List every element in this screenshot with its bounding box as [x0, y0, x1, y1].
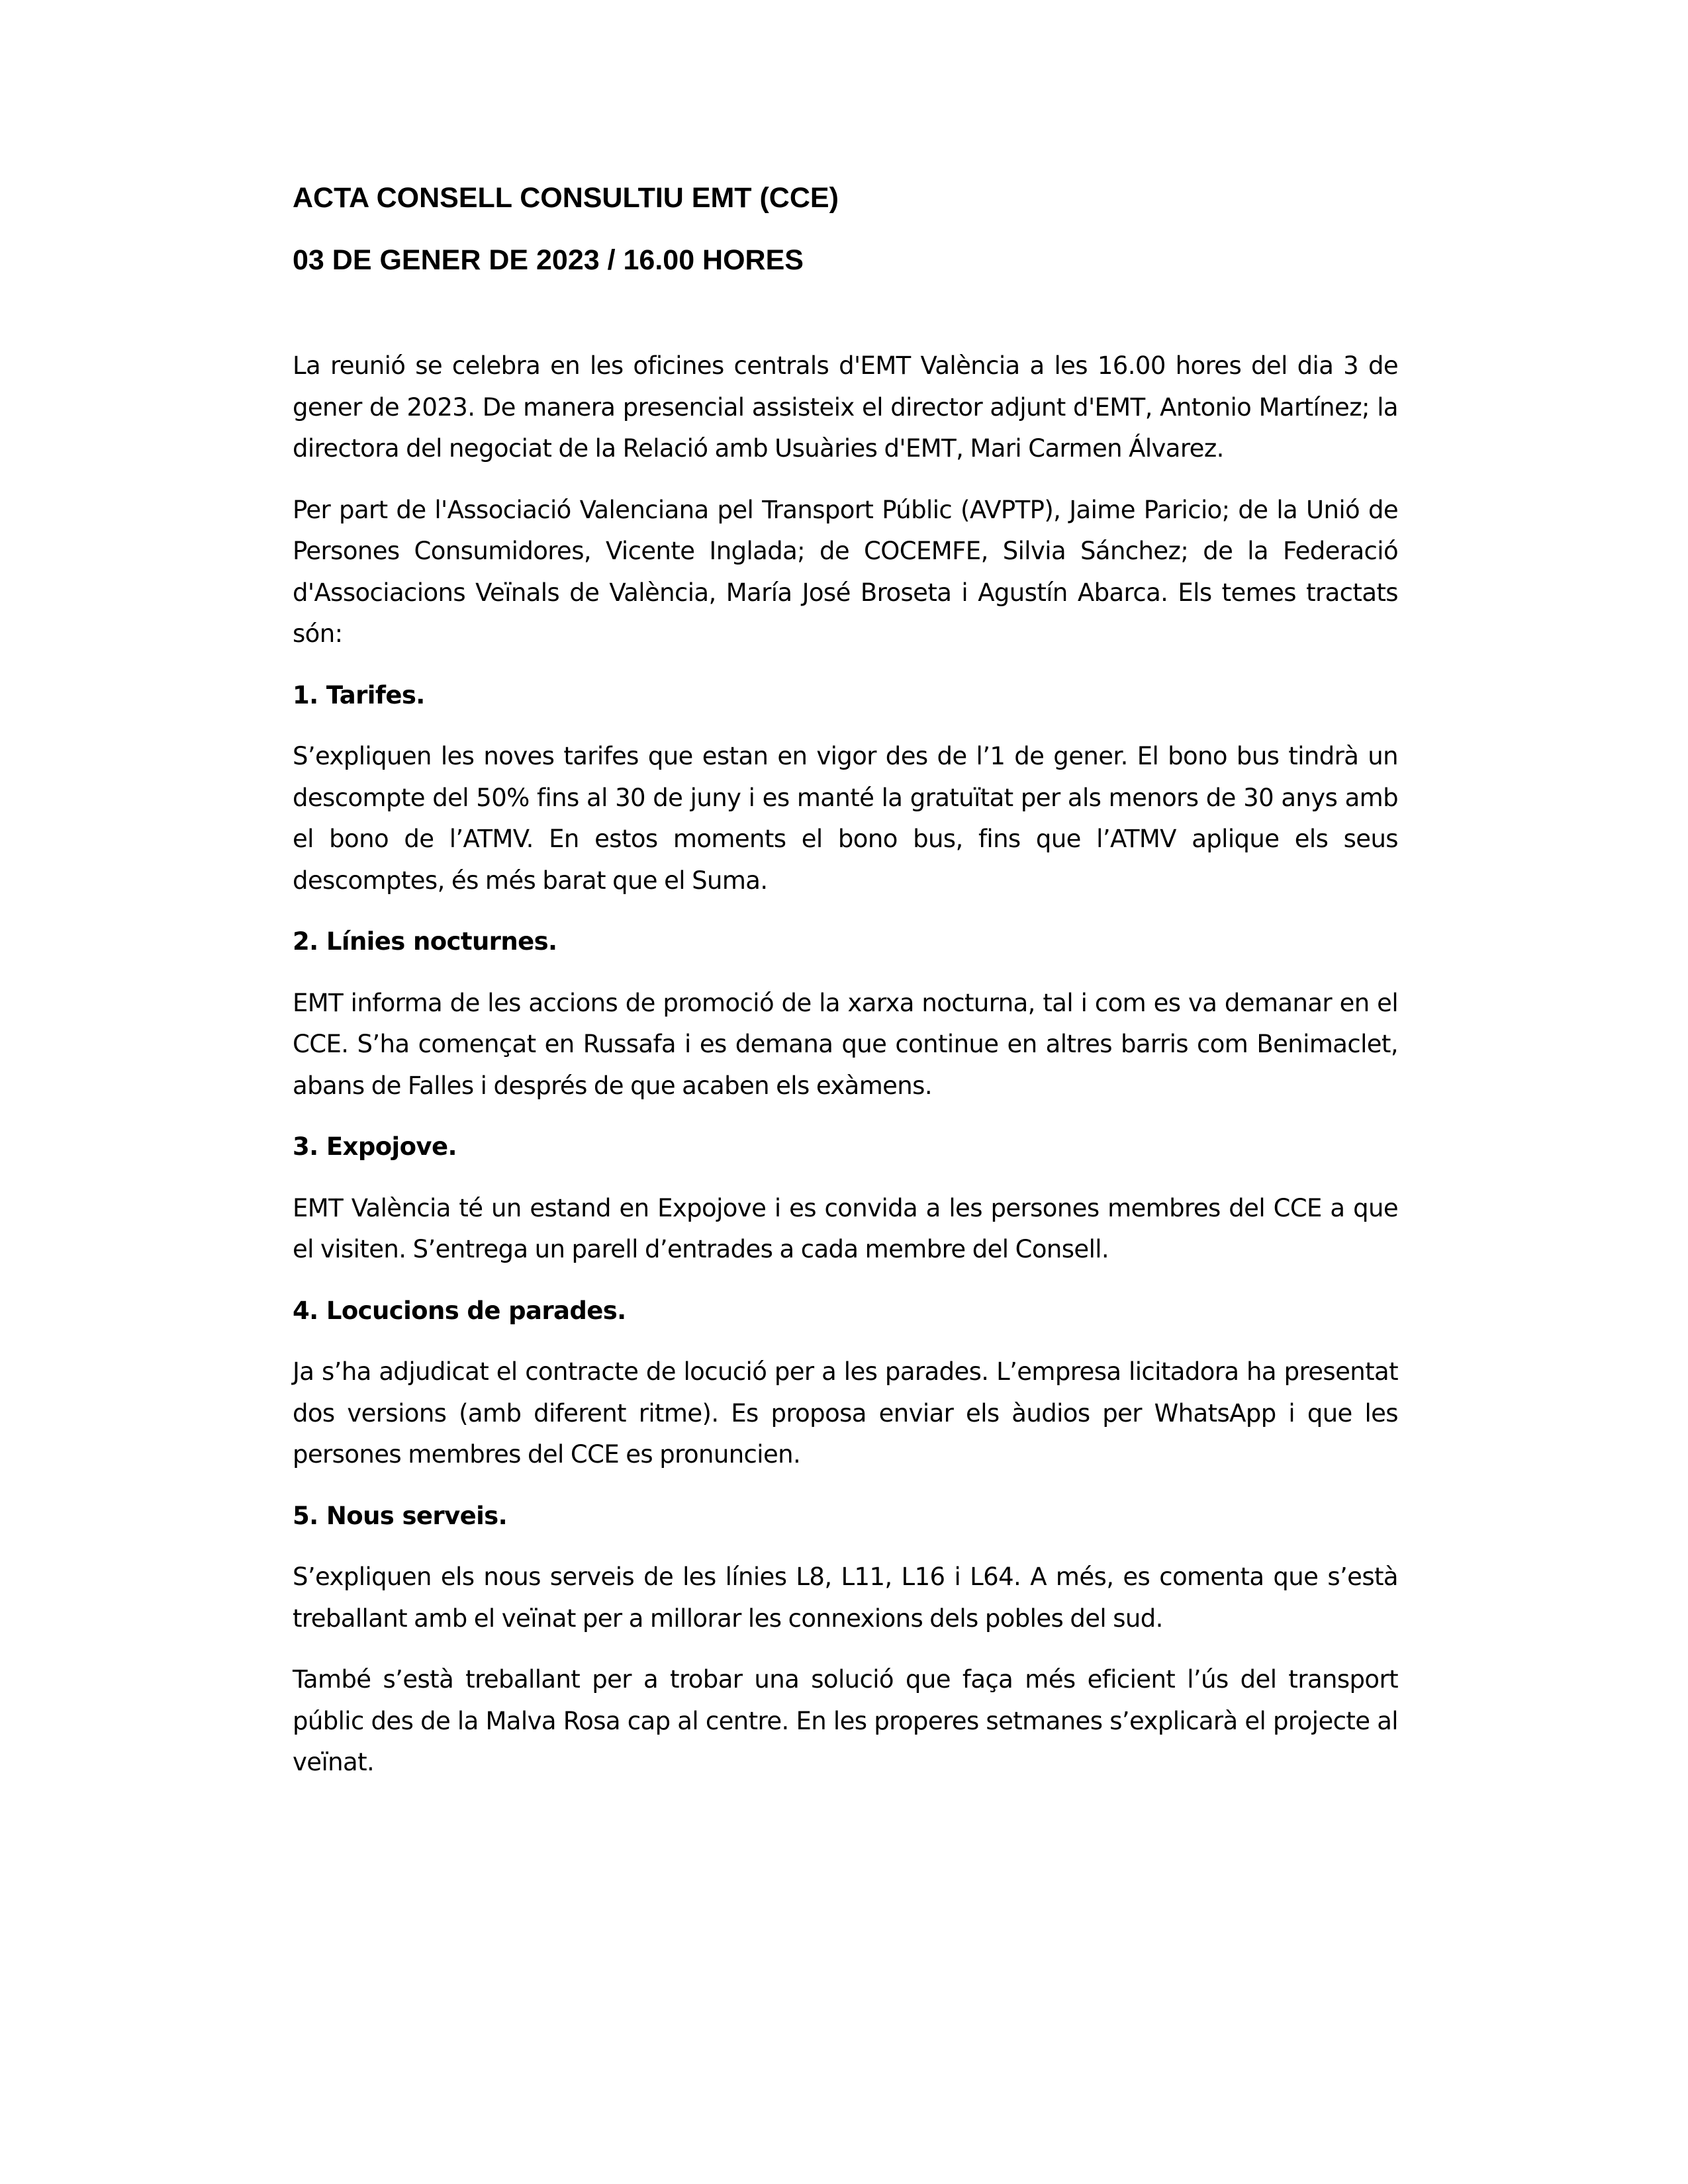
section-tarifes: [293, 675, 1398, 902]
section-paragraph: S’expliquen els nous serveis de les línies L8, L11, L16 i L64. A més, es comenta que s’està treballant amb el veïnat per a millorar les connexions dels pobles del sud.: [293, 1563, 1398, 1633]
document-body: [293, 345, 1398, 1784]
section-linies-nocturnes: [293, 921, 1398, 1107]
section-heading: 3. Expojove.: [293, 1132, 457, 1161]
section-heading: 2. Línies nocturnes.: [293, 927, 557, 956]
document-page: [293, 179, 1398, 1803]
intro-paragraph-participants: Per part de l'Associació Valenciana pel Transport Públic (AVPTP), Jaime Paricio; de la Unió de Persones Consumidores, Vicente Inglada; de COCEMFE, Silvia Sánchez; de la Federació d'Associacions Veïnals de València, María José Broseta i Agustín Abarca. Els temes tractats són:: [293, 495, 1398, 648]
section-paragraph: EMT València té un estand en Expojove i es convida a les persones membres del CCE a que el visiten. S’entrega un parell d’entrades a cada membre del Consell.: [293, 1193, 1398, 1263]
section-paragraph: També s’està treballant per a trobar una solució que faça més eficient l’ús del transport públic des de la Malva Rosa cap al centre. En les properes setmanes s’explicarà el projecte al veïnat.: [293, 1665, 1398, 1776]
section-paragraph: EMT informa de les accions de promoció de la xarxa nocturna, tal i com es va demanar en el CCE. S’ha començat en Russafa i es demana que continue en altres barris com Benimaclet, abans de Falles i després de que acaben els exàmens.: [293, 988, 1398, 1100]
section-nous-serveis: [293, 1496, 1398, 1784]
section-heading: 4. Locucions de parades.: [293, 1296, 626, 1325]
document-title: ACTA CONSELL CONSULTIU EMT (CCE): [293, 182, 839, 214]
section-heading: 5. Nous serveis.: [293, 1501, 508, 1530]
section-expojove: [293, 1126, 1398, 1271]
meeting-date-time: 03 DE GENER DE 2023 / 16.00 HORES: [293, 244, 804, 276]
section-paragraph: S’expliquen les noves tarifes que estan en vigor des de l’1 de gener. El bono bus tindrà un descompte del 50% fins al 30 de juny i es manté la gratuïtat per als menors de 30 anys amb el bono de l’ATMV. En estos moments el bono bus, fins que l’ATMV aplique els seus descomptes, és més barat que el Suma.: [293, 742, 1398, 895]
intro-paragraph-attendance: La reunió se celebra en les oficines centrals d'EMT València a les 16.00 hores del dia 3 de gener de 2023. De manera presencial assisteix el director adjunt d'EMT, Antonio Martínez; la directora del negociat de la Relació amb Usuàries d'EMT, Mari Carmen Álvarez.: [293, 351, 1398, 463]
section-paragraph: Ja s’ha adjudicat el contracte de locució per a les parades. L’empresa licitadora ha presentat dos versions (amb diferent ritme). Es proposa enviar els àudios per WhatsApp i que les persones membres del CCE es pronuncien.: [293, 1357, 1398, 1469]
section-locucions-de-parades: [293, 1291, 1398, 1476]
section-heading: 1. Tarifes.: [293, 680, 425, 709]
